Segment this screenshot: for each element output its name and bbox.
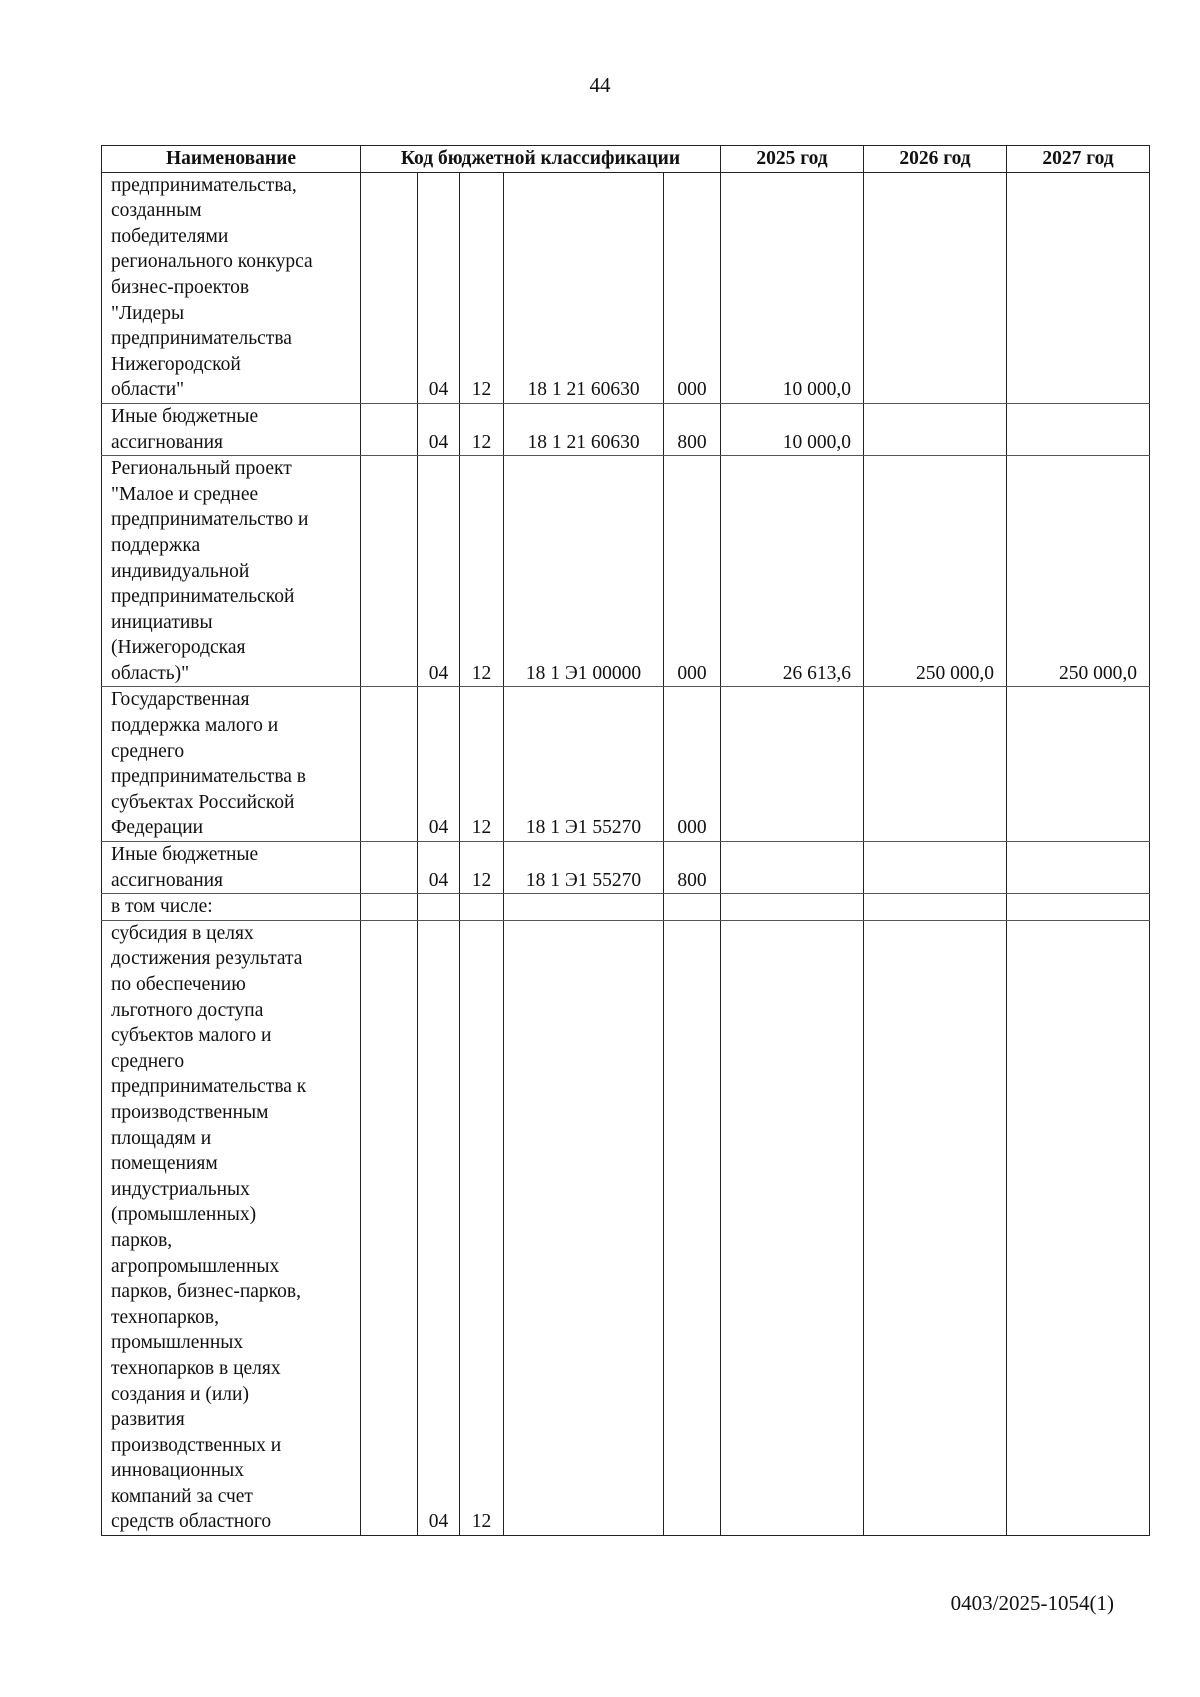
row-code-type: 000 bbox=[664, 172, 721, 403]
row-value-2027 bbox=[1007, 687, 1150, 842]
row-name: предпринимательства, созданным победителями регионального конкурса бизнес-проектов "Лидеры предпринимательства Нижегородской области" bbox=[102, 172, 361, 403]
row-code-grbs bbox=[361, 920, 418, 1535]
row-code-type: 800 bbox=[664, 842, 721, 894]
row-code-target: 18 1 Э1 00000 bbox=[504, 456, 664, 687]
table-header-row bbox=[102, 146, 1150, 173]
row-code-subsection bbox=[460, 894, 504, 921]
row-code-grbs bbox=[361, 842, 418, 894]
row-value-2026 bbox=[864, 687, 1007, 842]
row-code-section: 04 bbox=[418, 842, 460, 894]
row-value-2027 bbox=[1007, 894, 1150, 921]
row-code-section: 04 bbox=[418, 920, 460, 1535]
row-code-type: 000 bbox=[664, 687, 721, 842]
row-code-section: 04 bbox=[418, 687, 460, 842]
row-code-subsection: 12 bbox=[460, 403, 504, 455]
row-value-2025 bbox=[721, 894, 864, 921]
row-code-grbs bbox=[361, 894, 418, 921]
row-code-grbs bbox=[361, 687, 418, 842]
row-code-type: 800 bbox=[664, 403, 721, 455]
header-2027: 2027 год bbox=[1007, 146, 1150, 173]
row-code-subsection: 12 bbox=[460, 842, 504, 894]
document-number: 0403/2025-1054(1) bbox=[950, 1591, 1114, 1615]
row-value-2025: 10 000,0 bbox=[721, 172, 864, 403]
header-code: Код бюджетной классификации bbox=[361, 146, 721, 173]
row-code-grbs bbox=[361, 403, 418, 455]
table-row bbox=[102, 920, 1150, 1535]
row-name: Иные бюджетные ассигнования bbox=[102, 842, 361, 894]
row-code-section: 04 bbox=[418, 456, 460, 687]
row-name: Государственная поддержка малого и среднего предпринимательства в субъектах Российской Федерации bbox=[102, 687, 361, 842]
budget-table bbox=[101, 145, 1150, 1536]
row-code-section: 04 bbox=[418, 403, 460, 455]
header-name: Наименование bbox=[102, 146, 361, 173]
row-code-subsection: 12 bbox=[460, 456, 504, 687]
table-row bbox=[102, 687, 1150, 842]
row-value-2025 bbox=[721, 842, 864, 894]
row-code-target: 18 1 Э1 55270 bbox=[504, 687, 664, 842]
header-2026: 2026 год bbox=[864, 146, 1007, 173]
row-code-section bbox=[418, 894, 460, 921]
row-value-2026: 250 000,0 bbox=[864, 456, 1007, 687]
row-code-target: 18 1 Э1 55270 bbox=[504, 842, 664, 894]
row-value-2025: 10 000,0 bbox=[721, 403, 864, 455]
row-value-2027: 250 000,0 bbox=[1007, 456, 1150, 687]
table-row bbox=[102, 172, 1150, 403]
row-code-subsection: 12 bbox=[460, 172, 504, 403]
row-name: в том числе: bbox=[102, 894, 361, 921]
table-row bbox=[102, 403, 1150, 455]
row-code-target: 18 1 21 60630 bbox=[504, 403, 664, 455]
row-value-2026 bbox=[864, 920, 1007, 1535]
row-code-type bbox=[664, 894, 721, 921]
row-code-grbs bbox=[361, 456, 418, 687]
row-value-2026 bbox=[864, 172, 1007, 403]
row-name: субсидия в целях достижения результата по обеспечению льготного доступа субъектов малого и среднего предпринимательства к производственным площадям и помещениям индустриальных (промышленных) парков, агропромышленных парков, бизнес-парков, технопарков, промышленных технопарков в целях создания и (или) развития производственных и инновационных компаний за счет средств областного bbox=[102, 920, 361, 1535]
table-row bbox=[102, 894, 1150, 921]
row-code-section: 04 bbox=[418, 172, 460, 403]
table-row bbox=[102, 456, 1150, 687]
row-value-2027 bbox=[1007, 842, 1150, 894]
header-2025: 2025 год bbox=[721, 146, 864, 173]
row-code-type: 000 bbox=[664, 456, 721, 687]
row-value-2027 bbox=[1007, 403, 1150, 455]
row-code-target bbox=[504, 920, 664, 1535]
row-value-2026 bbox=[864, 403, 1007, 455]
row-value-2025: 26 613,6 bbox=[721, 456, 864, 687]
row-value-2026 bbox=[864, 842, 1007, 894]
row-value-2027 bbox=[1007, 920, 1150, 1535]
row-code-grbs bbox=[361, 172, 418, 403]
row-value-2026 bbox=[864, 894, 1007, 921]
row-value-2027 bbox=[1007, 172, 1150, 403]
page-number: 44 bbox=[589, 73, 611, 97]
row-code-target: 18 1 21 60630 bbox=[504, 172, 664, 403]
row-code-type bbox=[664, 920, 721, 1535]
row-code-subsection: 12 bbox=[460, 687, 504, 842]
row-name: Иные бюджетные ассигнования bbox=[102, 403, 361, 455]
row-value-2025 bbox=[721, 687, 864, 842]
row-code-subsection: 12 bbox=[460, 920, 504, 1535]
row-value-2025 bbox=[721, 920, 864, 1535]
table-row bbox=[102, 842, 1150, 894]
row-code-target bbox=[504, 894, 664, 921]
row-name: Региональный проект "Малое и среднее предпринимательство и поддержка индивидуальной предпринимательской инициативы (Нижегородская область)" bbox=[102, 456, 361, 687]
